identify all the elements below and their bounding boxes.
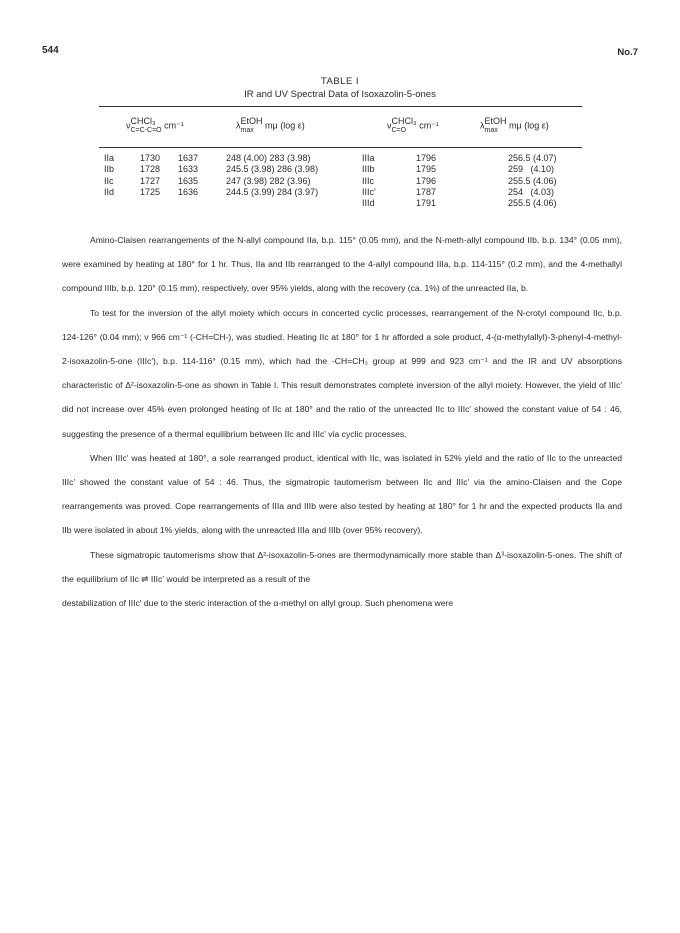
table-cell: 1728 xyxy=(140,164,161,175)
paragraph: When IIIc' was heated at 180°, a sole rearranged product, identical with IIc, was isolated in 52% yield and the ratio of IIc to the unreacted IIIc' showed the constant value of 54 : 46. Thus, the sigmatropic tautomerism between IIc and IIIc' via the amino-Claisen and the Cope rearrangements was proved. Cope rearrangements of IIIa and IIIb were also tested by heating at 180° for 1 hr and the expected products IIa and IIb were isolated in about 1% yields, along with the unreacted IIIa and IIIb (over 95% recovery). xyxy=(62,452,622,536)
table-cell: IIc xyxy=(104,175,114,186)
table-cell: 248 (4.00) 283 (3.98) xyxy=(226,153,311,163)
table-cell: 1633 xyxy=(178,164,199,175)
lambda-right-solvent: EtOH xyxy=(484,116,507,126)
table-cell: IIb xyxy=(104,164,115,175)
table-top-rule xyxy=(99,106,582,107)
table-cell xyxy=(178,198,226,209)
table-cell: 1787 xyxy=(416,186,437,197)
table-row xyxy=(104,176,576,187)
nu-ccco-sub: C=C-C=O xyxy=(130,127,162,134)
page-number: 544 xyxy=(42,45,59,56)
table-cell: 1725 xyxy=(140,186,161,197)
table-cell: 254 (4.03) xyxy=(508,186,555,197)
table-cell: 259 (4.10) xyxy=(508,164,555,175)
table-cell: 1791 xyxy=(416,198,437,209)
table-cell: 1796 xyxy=(416,153,437,163)
lambda-left-sub: max xyxy=(240,127,254,134)
table-cell: 1795 xyxy=(416,164,437,175)
table-cell: IIIc' xyxy=(362,186,376,197)
table-cell: 256.5 (4.07) xyxy=(508,153,557,163)
table-cell: 245.5 (3.98) 286 (3.98) xyxy=(226,164,319,175)
table-row xyxy=(104,187,576,198)
journal-number: No.7 xyxy=(617,47,638,58)
table-row xyxy=(104,153,576,164)
table-cell: 255.5 (4.06) xyxy=(508,198,557,209)
col-header-lambda-left: λ EtOH max mμ (log ε) xyxy=(236,116,305,134)
lambda-right-sub: max xyxy=(484,127,498,134)
body-text xyxy=(62,228,622,615)
nu-co-sub: C=O xyxy=(391,127,407,134)
table-cell: 1730 xyxy=(140,153,161,163)
table-cell: 244.5 (3.99) 284 (3.97) xyxy=(226,186,319,197)
table-cell: IIIb xyxy=(362,164,375,175)
table-header-rule xyxy=(99,147,582,148)
col-header-nu-co: ν CHCl₃ C=O cm⁻¹ xyxy=(387,116,439,134)
table-cell: 255.5 (4.06) xyxy=(508,175,557,186)
table-cell: 1796 xyxy=(416,175,437,186)
table-cell: 1727 xyxy=(140,175,161,186)
paragraph: To test for the inversion of the allyl moiety which occurs in concerted cyclic processes, rearrangement of the N-crotyl compound IIc, b.p. 124-126° (0.04 mm); ν 966 cm⁻¹ (-CH=CH-), was studied. Heating IIc at 180° for 1 hr afforded a sole product, 4-(α-methylallyl)-3-phenyl-4-methyl-2-isoxazolin-5-one (IIIc'), b.p. 114-116° (0.15 mm), which had the -CH=CH₂ group at 999 and 923 cm⁻¹ and the IR and UV absorptions characteristic of Δ²-isoxazolin-5-one as shown in Table I. This result demonstrates complete inversion of the allyl moiety. However, the yield of IIIc' did not increase over 45% even prolonged heating of IIc at 180° and the ratio of the unreacted IIc to IIIc' showed the constant value of 54 : 46, suggesting the presence of a thermal equilibrium between IIc and IIIc' via cyclic processes. xyxy=(62,307,622,439)
table-cell: IIa xyxy=(104,153,115,163)
col-header-nu-ccco: ν CHCl₃ C=C-C=O cm⁻¹ xyxy=(126,116,184,134)
lambda-left-solvent: EtOH xyxy=(240,116,263,126)
table-cell: 247 (3.98) 282 (3.96) xyxy=(226,175,311,186)
paragraph: Amino-Claisen rearrangements of the N-allyl compound IIa, b.p. 115° (0.05 mm), and the N-meth-allyl compound IIb, b.p. 134° (0.05 mm), were examined by heating at 180° for 1 hr. Thus, IIa and IIb rearranged to the 4-allyl compound IIIa, b.p. 114-115° (0.2 mm), and the 4-methallyl compound IIIb, b.p. 120° (0.15 mm), respectively, over 95% yields, along with the recovery (ca. 1%) of the unreacted IIa, b. xyxy=(62,235,622,294)
table-cell xyxy=(136,198,178,209)
table-cell xyxy=(104,198,136,209)
lambda-left-unit: mμ (log ε) xyxy=(265,120,305,131)
nu-co-unit: cm⁻¹ xyxy=(419,120,439,131)
lambda-right-unit: mμ (log ε) xyxy=(509,120,549,131)
table-cell: 1637 xyxy=(178,153,199,163)
paragraph: These sigmatropic tautomerisms show that Δ²-isoxazolin-5-ones are thermodynamically more stable than Δ³-isoxazolin-5-ones. The shift of the equilibrium of IIc ⇌ IIIc' would be interpreted as a result of the xyxy=(62,549,622,584)
table-row xyxy=(104,198,576,209)
table-cell: IIIa xyxy=(362,153,375,163)
nu-ccco-solvent: CHCl₃ xyxy=(130,116,156,126)
nu-ccco-unit: cm⁻¹ xyxy=(164,120,184,131)
table-cell: IIId xyxy=(362,198,375,209)
paragraph-cutoff: destabilization of IIIc' due to the steric interaction of the α-methyl on allyl group. Such phenomena were xyxy=(62,598,454,609)
table-label: TABLE I xyxy=(320,76,360,87)
table-title: IR and UV Spectral Data of Isoxazolin-5-ones xyxy=(244,89,436,100)
table-cell: 1635 xyxy=(178,175,199,186)
table-row xyxy=(104,164,576,175)
nu-co-solvent: CHCl₃ xyxy=(391,116,417,126)
table-cell xyxy=(226,198,362,209)
col-header-lambda-right: λ EtOH max mμ (log ε) xyxy=(480,116,549,134)
table-cell: IIIc xyxy=(362,175,375,186)
data-table xyxy=(104,153,576,209)
table-cell: IId xyxy=(104,186,115,197)
table-cell: 1636 xyxy=(178,186,199,197)
